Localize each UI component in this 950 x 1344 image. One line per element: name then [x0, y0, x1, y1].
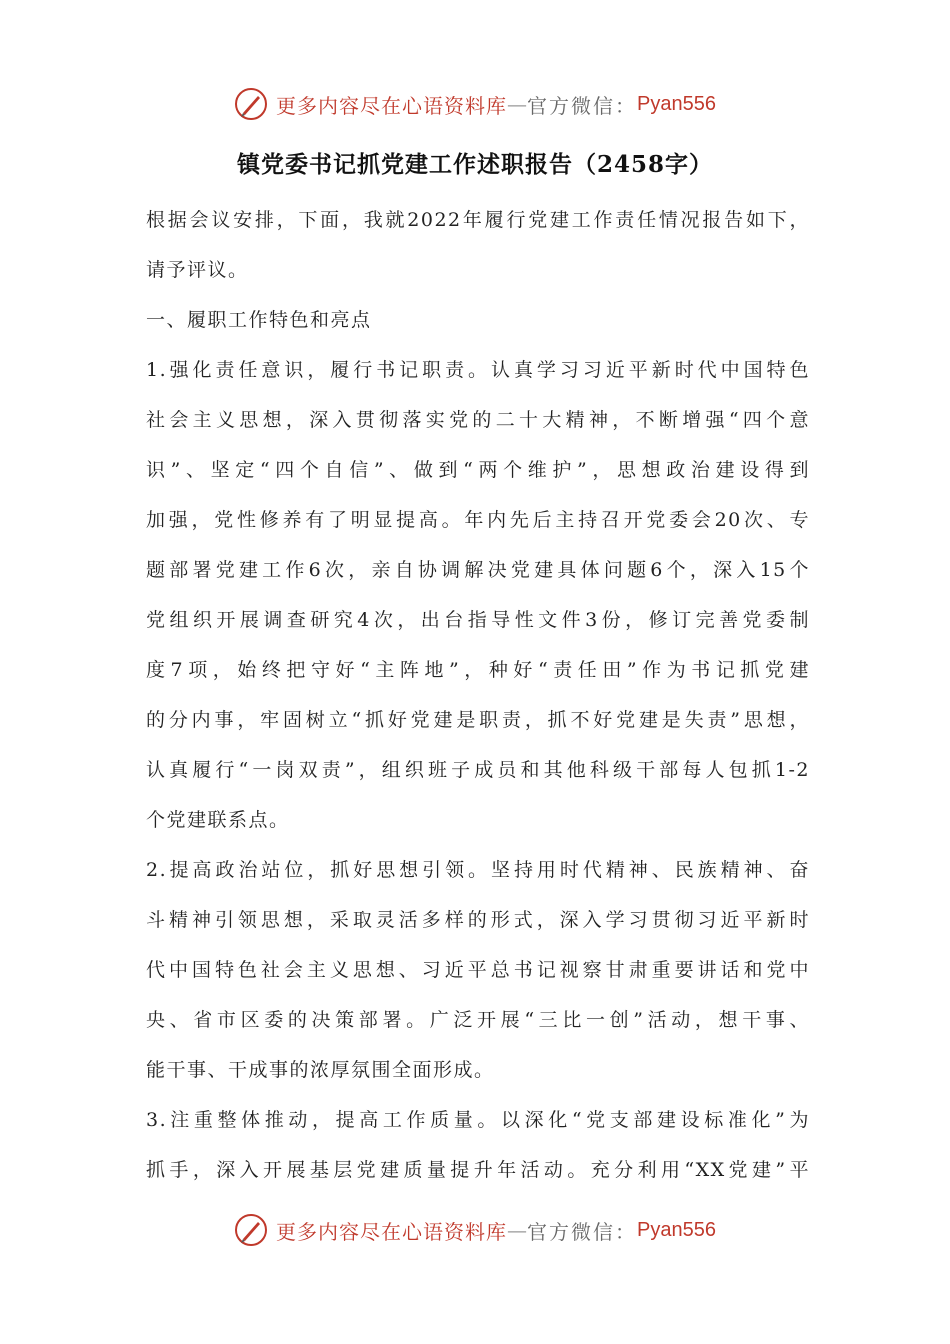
banner-site-text: 更多内容尽在心语资料库	[276, 93, 508, 118]
body-line: 党组织开展调查研究4次，出台指导性文件3份，修订完善党委制	[146, 609, 810, 631]
quill-logo-icon	[234, 87, 268, 121]
body-line: 社会主义思想，深入贯彻落实党的二十大精神，不断增强“四个意	[146, 409, 810, 431]
body-line: 2.提高政治站位，抓好思想引领。坚持用时代精神、民族精神、奋	[146, 859, 810, 881]
body-line: 的分内事，牢固树立“抓好党建是职责，抓不好党建是失责”思想，	[146, 709, 810, 731]
banner-site-text: 更多内容尽在心语资料库	[276, 1219, 508, 1244]
body-line: 3.注重整体推动，提高工作质量。以深化“党支部建设标准化”为	[146, 1109, 810, 1131]
body-line: 题部署党建工作6次，亲自协调解决党建具体问题6个，深入15个	[146, 559, 810, 581]
body-line: 度7项，始终把守好“主阵地”，种好“责任田”作为书记抓党建	[146, 659, 810, 681]
body-line: 央、省市区委的决策部署。广泛开展“三比一创”活动，想干事、	[146, 1009, 810, 1031]
body-line: 能干事、干成事的浓厚氛围全面形成。	[146, 1059, 495, 1081]
body-line: 加强，党性修养有了明显提高。年内先后主持召开党委会20次、专	[146, 509, 810, 531]
body-line: 根据会议安排，下面，我就2022年履行党建工作责任情况报告如下，	[146, 209, 810, 231]
document-title: 镇党委书记抓党建工作述职报告（2458字）	[236, 151, 713, 178]
body-line: 1.强化责任意识，履行书记职责。认真学习习近平新时代中国特色	[146, 359, 810, 381]
body-line: 斗精神引领思想，采取灵活多样的形式，深入学习贯彻习近平新时	[146, 909, 810, 931]
document-body	[146, 195, 810, 1195]
body-line: 识”、坚定“四个自信”、做到“两个维护”，思想政治建设得到	[146, 459, 810, 481]
body-line: 抓手，深入开展基层党建质量提升年活动。充分利用“XX党建”平	[146, 1159, 810, 1181]
body-line: 个党建联系点。	[146, 809, 290, 831]
footer-banner	[0, 1208, 950, 1252]
body-line: 认真履行“一岗双责”，组织班子成员和其他科级干部每人包抓1-2	[146, 759, 810, 781]
banner-wechat-id: Pyan556	[637, 92, 716, 115]
quill-logo-icon	[234, 1213, 268, 1247]
section-heading: 一、履职工作特色和亮点	[146, 309, 372, 331]
banner-wechat-id: Pyan556	[637, 1218, 716, 1241]
banner-dash: —	[507, 1218, 528, 1242]
banner-wechat-label: 官方微信：	[527, 1219, 638, 1244]
body-line: 请予评议。	[146, 259, 249, 281]
header-banner	[0, 82, 950, 126]
banner-dash: —	[507, 92, 528, 116]
body-line: 代中国特色社会主义思想、习近平总书记视察甘肃重要讲话和党中	[146, 959, 810, 981]
banner-wechat-label: 官方微信：	[527, 93, 638, 118]
